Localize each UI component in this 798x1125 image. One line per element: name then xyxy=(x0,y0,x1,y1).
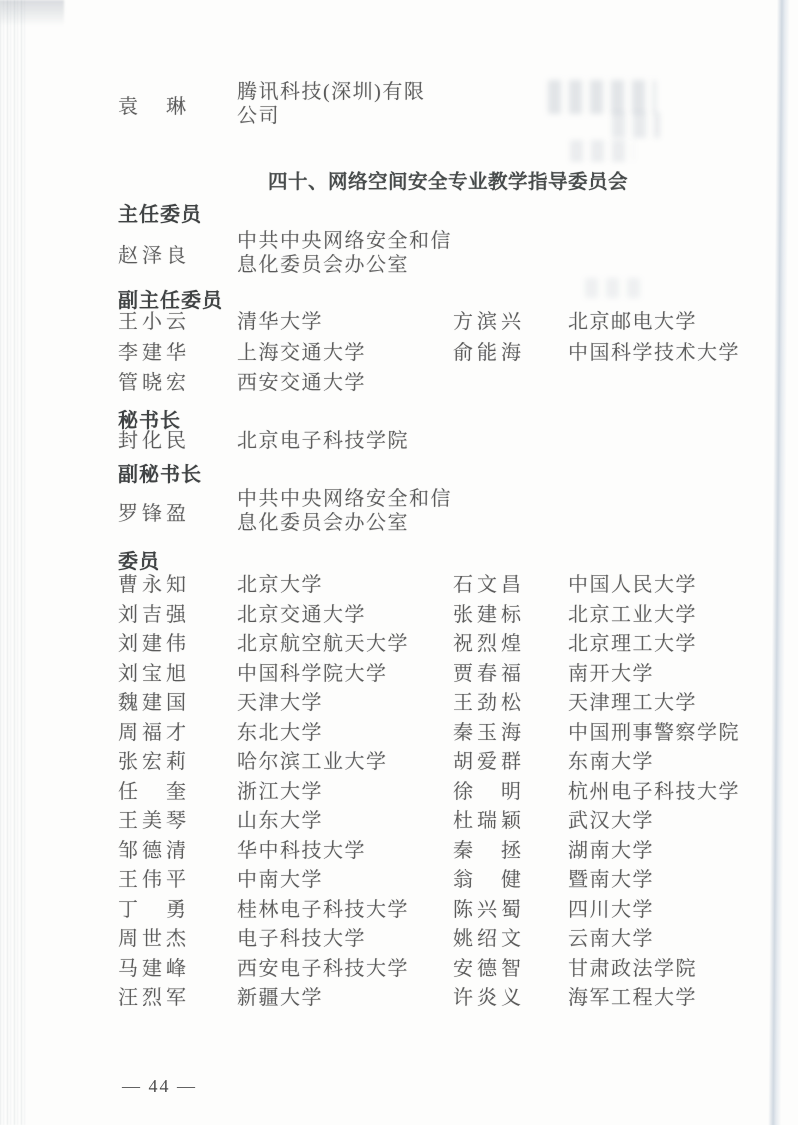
affiliation-line: 息化委员会办公室 xyxy=(237,512,409,534)
member-affiliation xyxy=(237,487,452,535)
member-name: 邹德清 xyxy=(118,839,190,862)
member-name: 周福才 xyxy=(118,721,190,744)
member-name xyxy=(453,368,568,399)
member-name: 刘吉强 xyxy=(118,603,190,626)
committee-row xyxy=(118,368,778,399)
section-heading-members: 委员 xyxy=(118,551,160,573)
member-affiliation: 中国科学技术大学 xyxy=(568,341,740,364)
committee-row xyxy=(118,660,778,690)
committee-row xyxy=(118,630,778,660)
member-affiliation: 东南大学 xyxy=(568,751,654,773)
member-affiliation: 中国人民大学 xyxy=(568,574,697,596)
member-affiliation xyxy=(568,426,778,457)
member-affiliation: 清华大学 xyxy=(237,311,323,333)
member-name: 俞能海 xyxy=(453,341,525,364)
member-name: 翁 健 xyxy=(453,869,525,891)
committee-row xyxy=(118,866,778,896)
member-name: 杜瑞颖 xyxy=(453,810,525,832)
member-affiliation: 天津大学 xyxy=(237,692,323,714)
committee-title: 四十、网络空间安全专业教学指导委员会 xyxy=(267,171,628,193)
member-name: 袁 琳 xyxy=(118,95,190,118)
committee-row xyxy=(118,601,778,631)
member-name: 封化民 xyxy=(118,430,190,452)
member-name: 马建峰 xyxy=(118,957,190,980)
committee-row xyxy=(118,896,778,926)
member-affiliation xyxy=(237,80,425,128)
member-name: 安德智 xyxy=(453,957,525,980)
member-name: 王小云 xyxy=(118,311,190,333)
member-affiliation: 杭州电子科技大学 xyxy=(568,780,740,803)
section-heading-chair: 主任委员 xyxy=(118,204,202,226)
member-name: 张宏莉 xyxy=(118,751,190,773)
member-entry-yuanlin xyxy=(118,80,425,128)
member-name: 刘宝旭 xyxy=(118,662,190,685)
member-name: 秦玉海 xyxy=(453,721,525,744)
member-name xyxy=(453,426,568,457)
member-name: 王伟平 xyxy=(118,869,190,891)
member-name: 贾春福 xyxy=(453,662,525,685)
member-name: 丁 勇 xyxy=(118,898,190,921)
member-affiliation: 哈尔滨工业大学 xyxy=(237,751,388,773)
member-entry-vice-secretary xyxy=(118,487,452,535)
member-name: 魏建国 xyxy=(118,692,190,714)
member-name: 王美琴 xyxy=(118,810,190,832)
member-affiliation: 北京航空航天大学 xyxy=(237,633,409,655)
left-binding-scan-artifact xyxy=(0,0,27,1125)
member-affiliation: 海军工程大学 xyxy=(568,987,697,1009)
section-heading-secretary: 秘书长 xyxy=(118,410,181,432)
affiliation-line: 息化委员会办公室 xyxy=(237,254,409,276)
member-name: 石文昌 xyxy=(453,574,525,596)
member-affiliation: 中国刑事警察学院 xyxy=(568,721,740,744)
member-affiliation: 电子科技大学 xyxy=(237,928,366,950)
member-affiliation: 北京交通大学 xyxy=(237,603,366,626)
member-affiliation: 云南大学 xyxy=(568,928,654,950)
page-number: — 44 — xyxy=(122,1076,197,1096)
committee-row xyxy=(118,955,778,985)
committee-row xyxy=(118,338,778,369)
member-rows xyxy=(118,571,778,1014)
member-affiliation: 中国科学院大学 xyxy=(237,662,388,685)
document-content xyxy=(118,0,778,1125)
left-top-scan-smudge xyxy=(0,0,64,26)
committee-row xyxy=(118,571,778,601)
member-affiliation: 天津理工大学 xyxy=(568,692,697,714)
member-name: 任 奎 xyxy=(118,780,190,803)
member-affiliation: 西安交通大学 xyxy=(237,372,366,394)
member-name: 徐 明 xyxy=(453,780,525,803)
member-affiliation: 浙江大学 xyxy=(237,780,323,803)
member-affiliation: 西安电子科技大学 xyxy=(237,957,409,980)
member-entry-chair xyxy=(118,229,452,277)
committee-row xyxy=(118,689,778,719)
member-name: 刘建伟 xyxy=(118,633,190,655)
secretary-rows xyxy=(118,426,778,457)
member-affiliation: 暨南大学 xyxy=(568,869,654,891)
member-name: 许炎义 xyxy=(453,987,525,1009)
affiliation-line: 腾讯科技(深圳)有限 xyxy=(237,81,426,103)
member-affiliation: 南开大学 xyxy=(568,662,654,685)
member-affiliation: 山东大学 xyxy=(237,810,323,832)
committee-row xyxy=(118,778,778,808)
section-heading-vice-chair: 副主任委员 xyxy=(118,290,223,312)
member-affiliation: 湖南大学 xyxy=(568,839,654,862)
member-affiliation: 北京电子科技学院 xyxy=(237,430,409,452)
member-affiliation: 桂林电子科技大学 xyxy=(237,898,409,921)
member-affiliation: 上海交通大学 xyxy=(237,341,366,364)
member-name: 姚绍文 xyxy=(453,928,525,950)
committee-row xyxy=(118,426,778,457)
member-name: 方滨兴 xyxy=(453,311,525,333)
committee-row xyxy=(118,719,778,749)
member-affiliation: 东北大学 xyxy=(237,721,323,744)
member-affiliation xyxy=(237,229,452,277)
member-name: 赵泽良 xyxy=(118,244,190,267)
member-affiliation: 北京工业大学 xyxy=(568,603,697,626)
committee-row xyxy=(118,837,778,867)
member-affiliation: 新疆大学 xyxy=(237,987,323,1009)
committee-row xyxy=(118,984,778,1014)
member-affiliation: 武汉大学 xyxy=(568,810,654,832)
member-name: 陈兴蜀 xyxy=(453,898,525,921)
member-affiliation: 中南大学 xyxy=(237,869,323,891)
member-name: 曹永知 xyxy=(118,574,190,596)
committee-row xyxy=(118,807,778,837)
member-name: 周世杰 xyxy=(118,928,190,950)
committee-row xyxy=(118,307,778,338)
member-name: 祝烈煌 xyxy=(453,633,525,655)
member-name: 张建标 xyxy=(453,603,525,626)
affiliation-line: 公司 xyxy=(237,105,280,127)
member-affiliation xyxy=(568,368,778,399)
member-affiliation: 四川大学 xyxy=(568,898,654,921)
member-affiliation: 甘肃政法学院 xyxy=(568,957,697,980)
member-name: 汪烈军 xyxy=(118,987,190,1009)
affiliation-line: 中共中央网络安全和信 xyxy=(237,488,452,510)
member-name: 秦 拯 xyxy=(453,839,525,862)
member-affiliation: 华中科技大学 xyxy=(237,839,366,862)
member-name: 胡爱群 xyxy=(453,751,525,773)
vice-chair-rows xyxy=(118,307,778,399)
section-heading-vice-secretary: 副秘书长 xyxy=(118,464,202,486)
member-name: 王劲松 xyxy=(453,692,525,714)
member-affiliation: 北京理工大学 xyxy=(568,633,697,655)
committee-row xyxy=(118,925,778,955)
member-affiliation: 北京大学 xyxy=(237,574,323,596)
member-name: 罗锋盈 xyxy=(118,502,190,525)
committee-row xyxy=(118,748,778,778)
member-name: 管晓宏 xyxy=(118,372,190,394)
member-affiliation: 北京邮电大学 xyxy=(568,311,697,333)
affiliation-line: 中共中央网络安全和信 xyxy=(237,230,452,252)
member-name: 李建华 xyxy=(118,341,190,364)
